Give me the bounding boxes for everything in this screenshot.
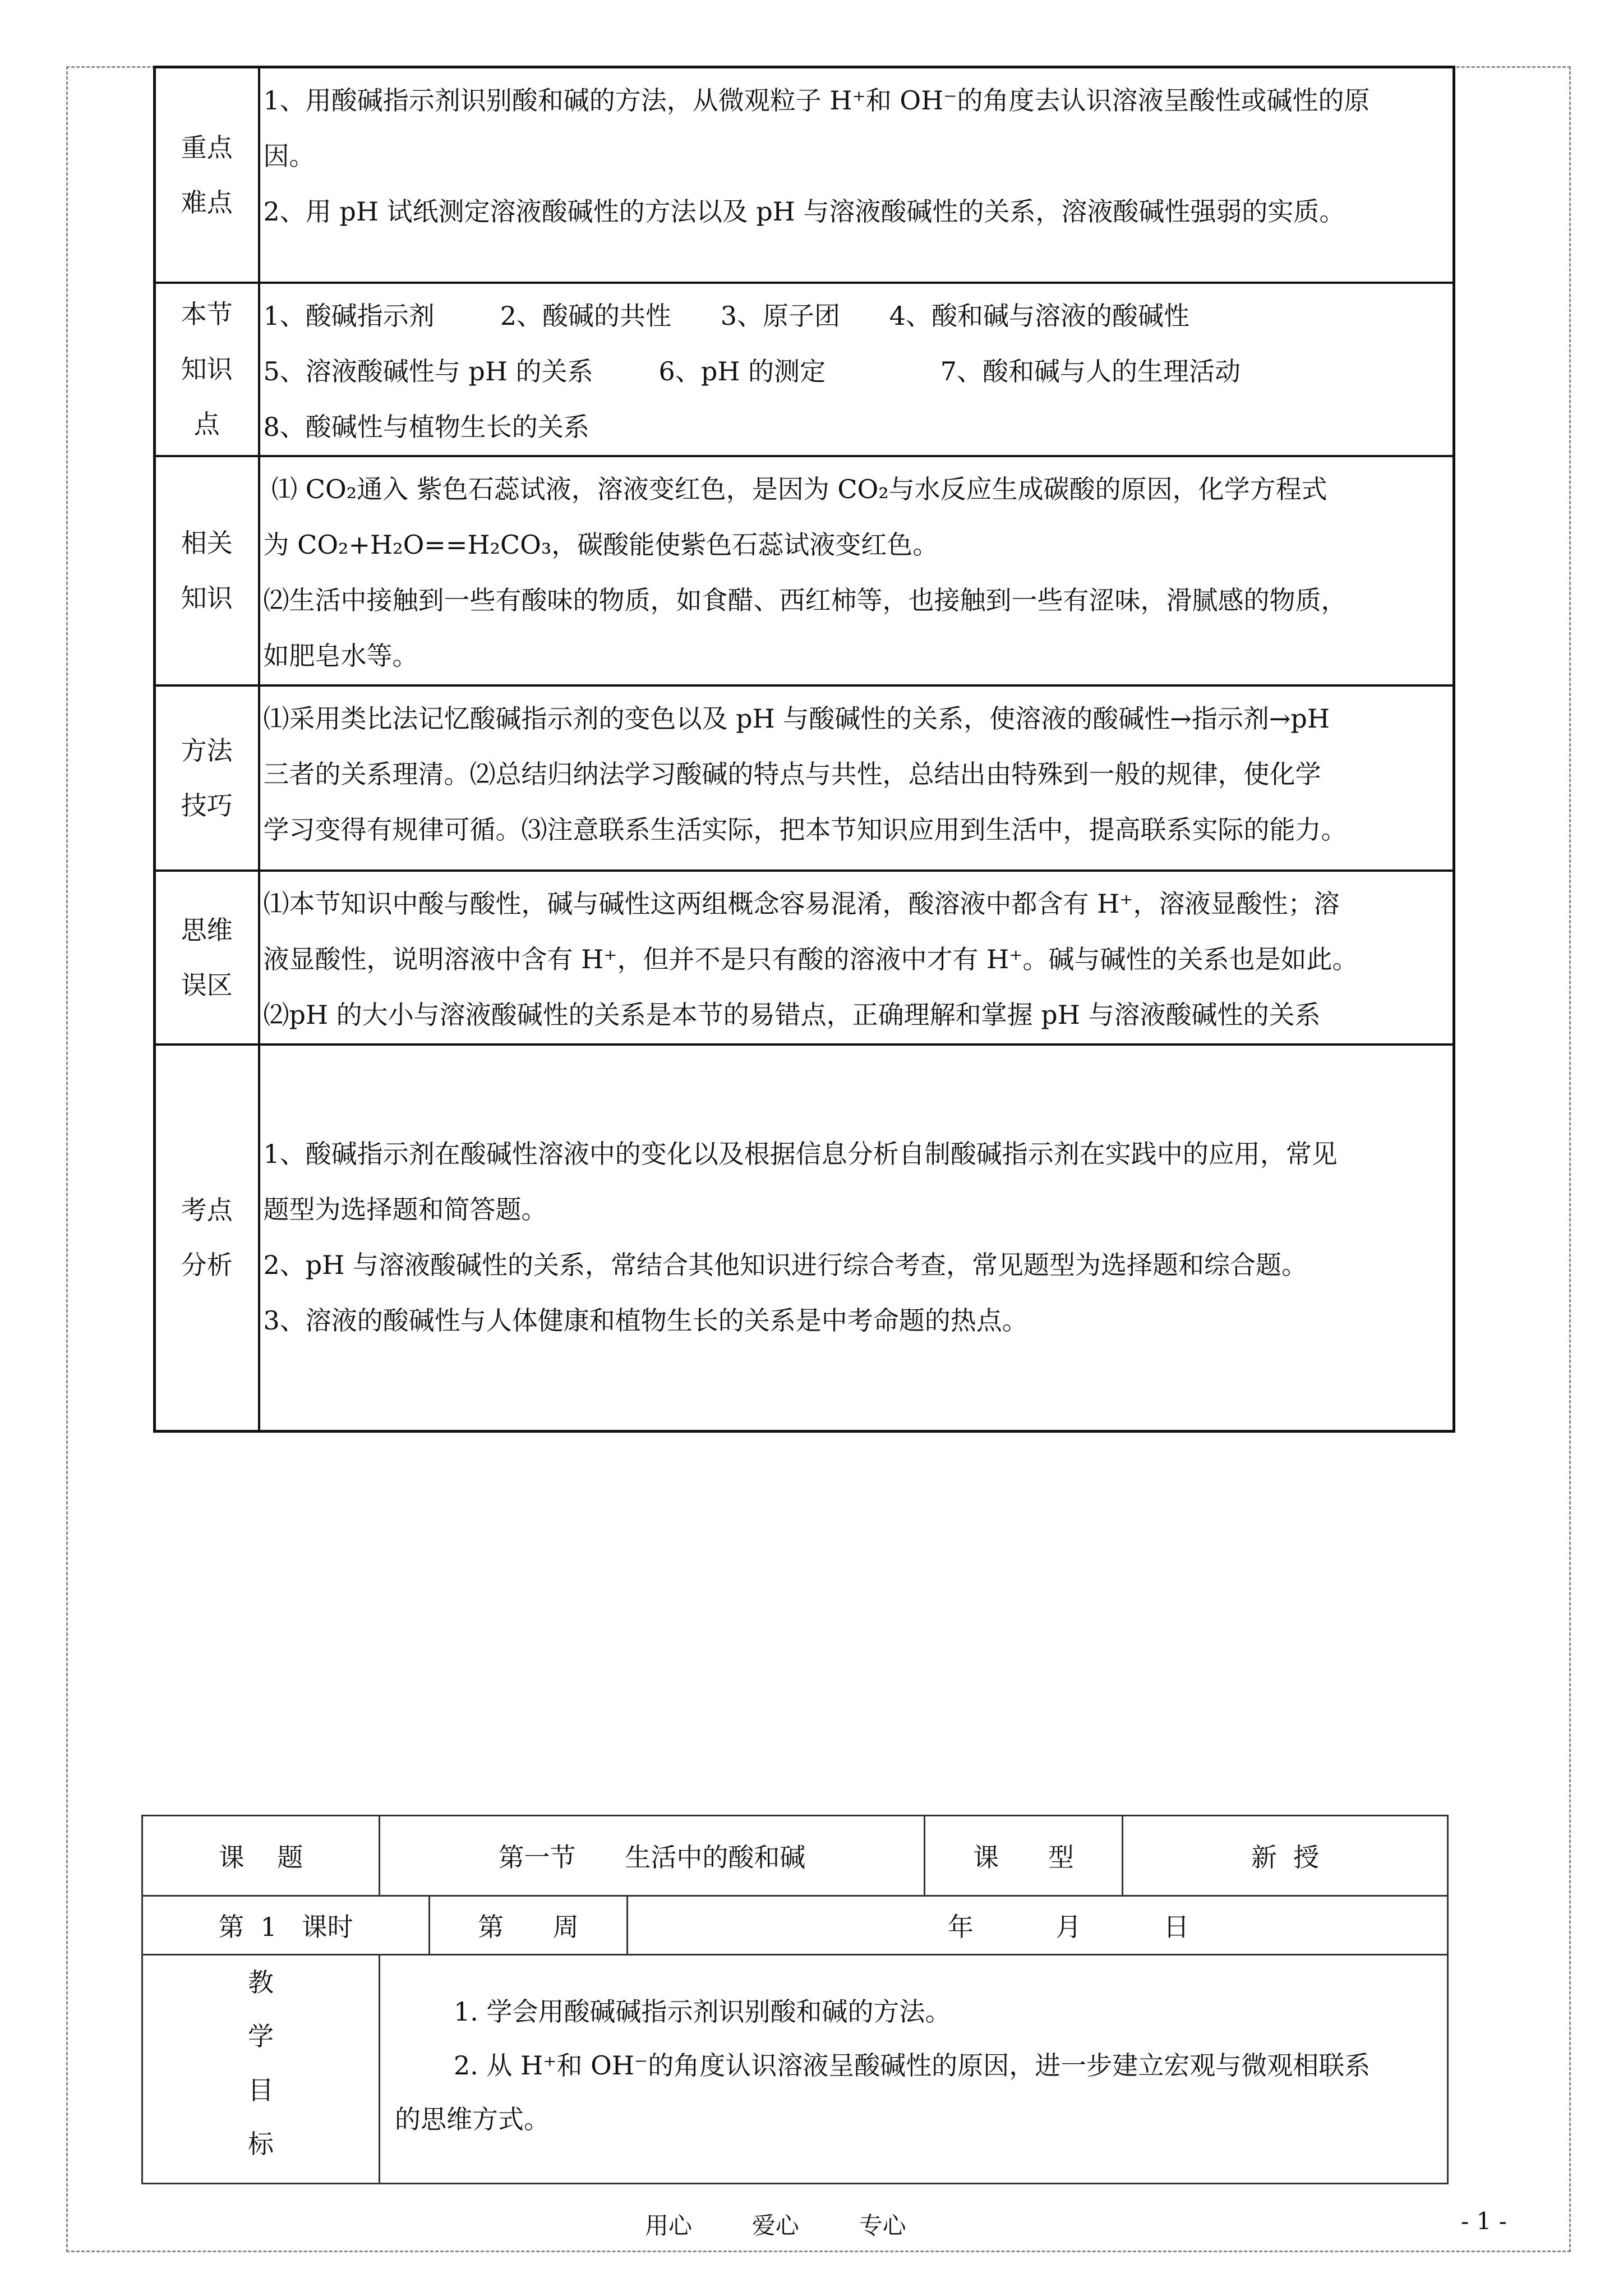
content-line: ⑵pH 的大小与溶液酸碱性的关系是本节的易错点，正确理解和掌握 pH 与溶液酸碱性的关系 [263,999,1321,1030]
lesson-period-row [142,1896,1448,1955]
page-number: - 1 - [1461,2207,1507,2235]
label-line: 点 [193,409,220,439]
row-content [259,67,1454,283]
lesson-type-label: 课 型 [925,1816,1123,1896]
row-label [155,1045,259,1432]
row-content [259,283,1454,456]
content-line: 1、用酸碱指示剂识别酸和碱的方法，从微观粒子 H⁺和 OH⁻的角度去认识溶液呈酸性或碱性的原 [263,85,1370,116]
row-content [259,1045,1454,1432]
label-line: 技巧 [181,790,233,821]
label-line: 难点 [181,187,233,218]
lesson-table [141,1815,1449,2184]
content-line: 1、酸碱指示剂 2、酸碱的共性 3、原子团 4、酸和碱与溶液的酸碱性 [263,300,1190,331]
content-line: 三者的关系理清。⑵总结归纳法学习酸碱的特点与共性，总结出由特殊到一般的规律，使化学 [263,758,1321,789]
label-line: 思维 [181,914,233,945]
goal-item: 2. 从 H⁺和 OH⁻的角度认识溶液呈酸碱性的原因，进一步建立宏观与微观相联系 [454,2050,1371,2081]
goals-content [380,1955,1448,2184]
goal-item: 1. 学会用酸碱碱指示剂识别酸和碱的方法。 [454,1996,951,2027]
label-line: 相关 [181,528,233,558]
content-line: 液显酸性，说明溶液中含有 H⁺，但并不是只有酸的溶液中才有 H⁺。碱与碱性的关系也是如此。 [263,944,1358,974]
content-line: 学习变得有规律可循。⑶注意联系生活实际，把本节知识应用到生活中，提高联系实际的能力。 [263,814,1347,845]
footer-motto: 用心 爱心 专心 [645,2212,906,2239]
label-line: 知识 [181,583,233,613]
label-line: 考点 [181,1195,233,1226]
content-line: 5、溶液酸碱性与 pH 的关系 6、pH 的测定 7、酸和碱与人的生理活动 [263,356,1241,386]
row-knowledge-points [155,283,1454,456]
goals-label-char: 目 [248,2075,274,2105]
content-line: 因。 [263,141,315,171]
row-content [259,456,1454,685]
goals-label-char: 学 [248,2021,274,2051]
lesson-type-value: 新 授 [1123,1816,1448,1896]
content-line: ⑴本节知识中酸与酸性，碱与碱性这两组概念容易混淆，酸溶液中都含有 H⁺，溶液显酸性；溶 [263,888,1340,919]
content-line: 1、酸碱指示剂在酸碱性溶液中的变化以及根据信息分析自制酸碱指示剂在实践中的应用，常见 [263,1139,1338,1170]
content-line: 8、酸碱性与植物生长的关系 [263,411,589,442]
label-line: 本节 [181,299,233,329]
row-exam-analysis [155,1045,1454,1432]
week-label: 第 周 [430,1896,628,1955]
goal-item: 的思维方式。 [395,2104,550,2134]
summary-table [153,66,1455,1433]
page-footer [0,2207,1623,2241]
content-line: 如肥皂水等。 [263,640,418,671]
row-label [155,283,259,456]
row-label [155,67,259,283]
row-content [259,871,1454,1045]
content-line: 题型为选择题和简答题。 [263,1194,547,1225]
row-misconceptions [155,871,1454,1045]
row-related-knowledge [155,456,1454,685]
goals-label [142,1955,380,2184]
goals-label-char: 教 [248,1967,274,1998]
content-line: 2、pH 与溶液酸碱性的关系，常结合其他知识进行综合考查，常见题型为选择题和综合题。 [263,1250,1307,1281]
topic-value: 第一节 生活中的酸和碱 [380,1816,925,1896]
row-key-difficult-points [155,67,1454,283]
content-line: ⑵生活中接触到一些有酸味的物质，如食醋、西红柿等，也接触到一些有涩味，滑腻感的物质， [263,585,1347,615]
row-content [259,685,1454,871]
teaching-goals-row [142,1955,1448,2184]
row-label [155,685,259,871]
content-line: ⑴ CO₂通入 紫色石蕊试液，溶液变红色，是因为 CO₂与水反应生成碳酸的原因，化学方程式 [263,473,1327,504]
label-line: 重点 [181,132,233,163]
goals-label-char: 标 [248,2129,274,2159]
label-line: 知识 [181,354,233,384]
label-line: 分析 [181,1250,233,1281]
label-line: 误区 [181,969,233,1000]
date-label: 年 月 日 [628,1896,1448,1955]
lesson-topic-row [142,1816,1448,1896]
row-methods [155,685,1454,871]
content-line: 为 CO₂+H₂O==H₂CO₃，碳酸能使紫色石蕊试液变红色。 [263,529,939,560]
content-line: ⑴采用类比法记忆酸碱指示剂的变色以及 pH 与酸碱性的关系，使溶液的酸碱性→指示剂→pH [263,703,1330,734]
topic-label: 课 题 [142,1816,380,1896]
row-label [155,456,259,685]
period-label: 第 1 课时 [142,1896,430,1955]
content-line: 2、用 pH 试纸测定溶液酸碱性的方法以及 pH 与溶液酸碱性的关系，溶液酸碱性强弱的实质。 [263,196,1345,227]
row-label [155,871,259,1045]
content-line: 3、溶液的酸碱性与人体健康和植物生长的关系是中考命题的热点。 [263,1305,1028,1336]
label-line: 方法 [181,735,233,766]
